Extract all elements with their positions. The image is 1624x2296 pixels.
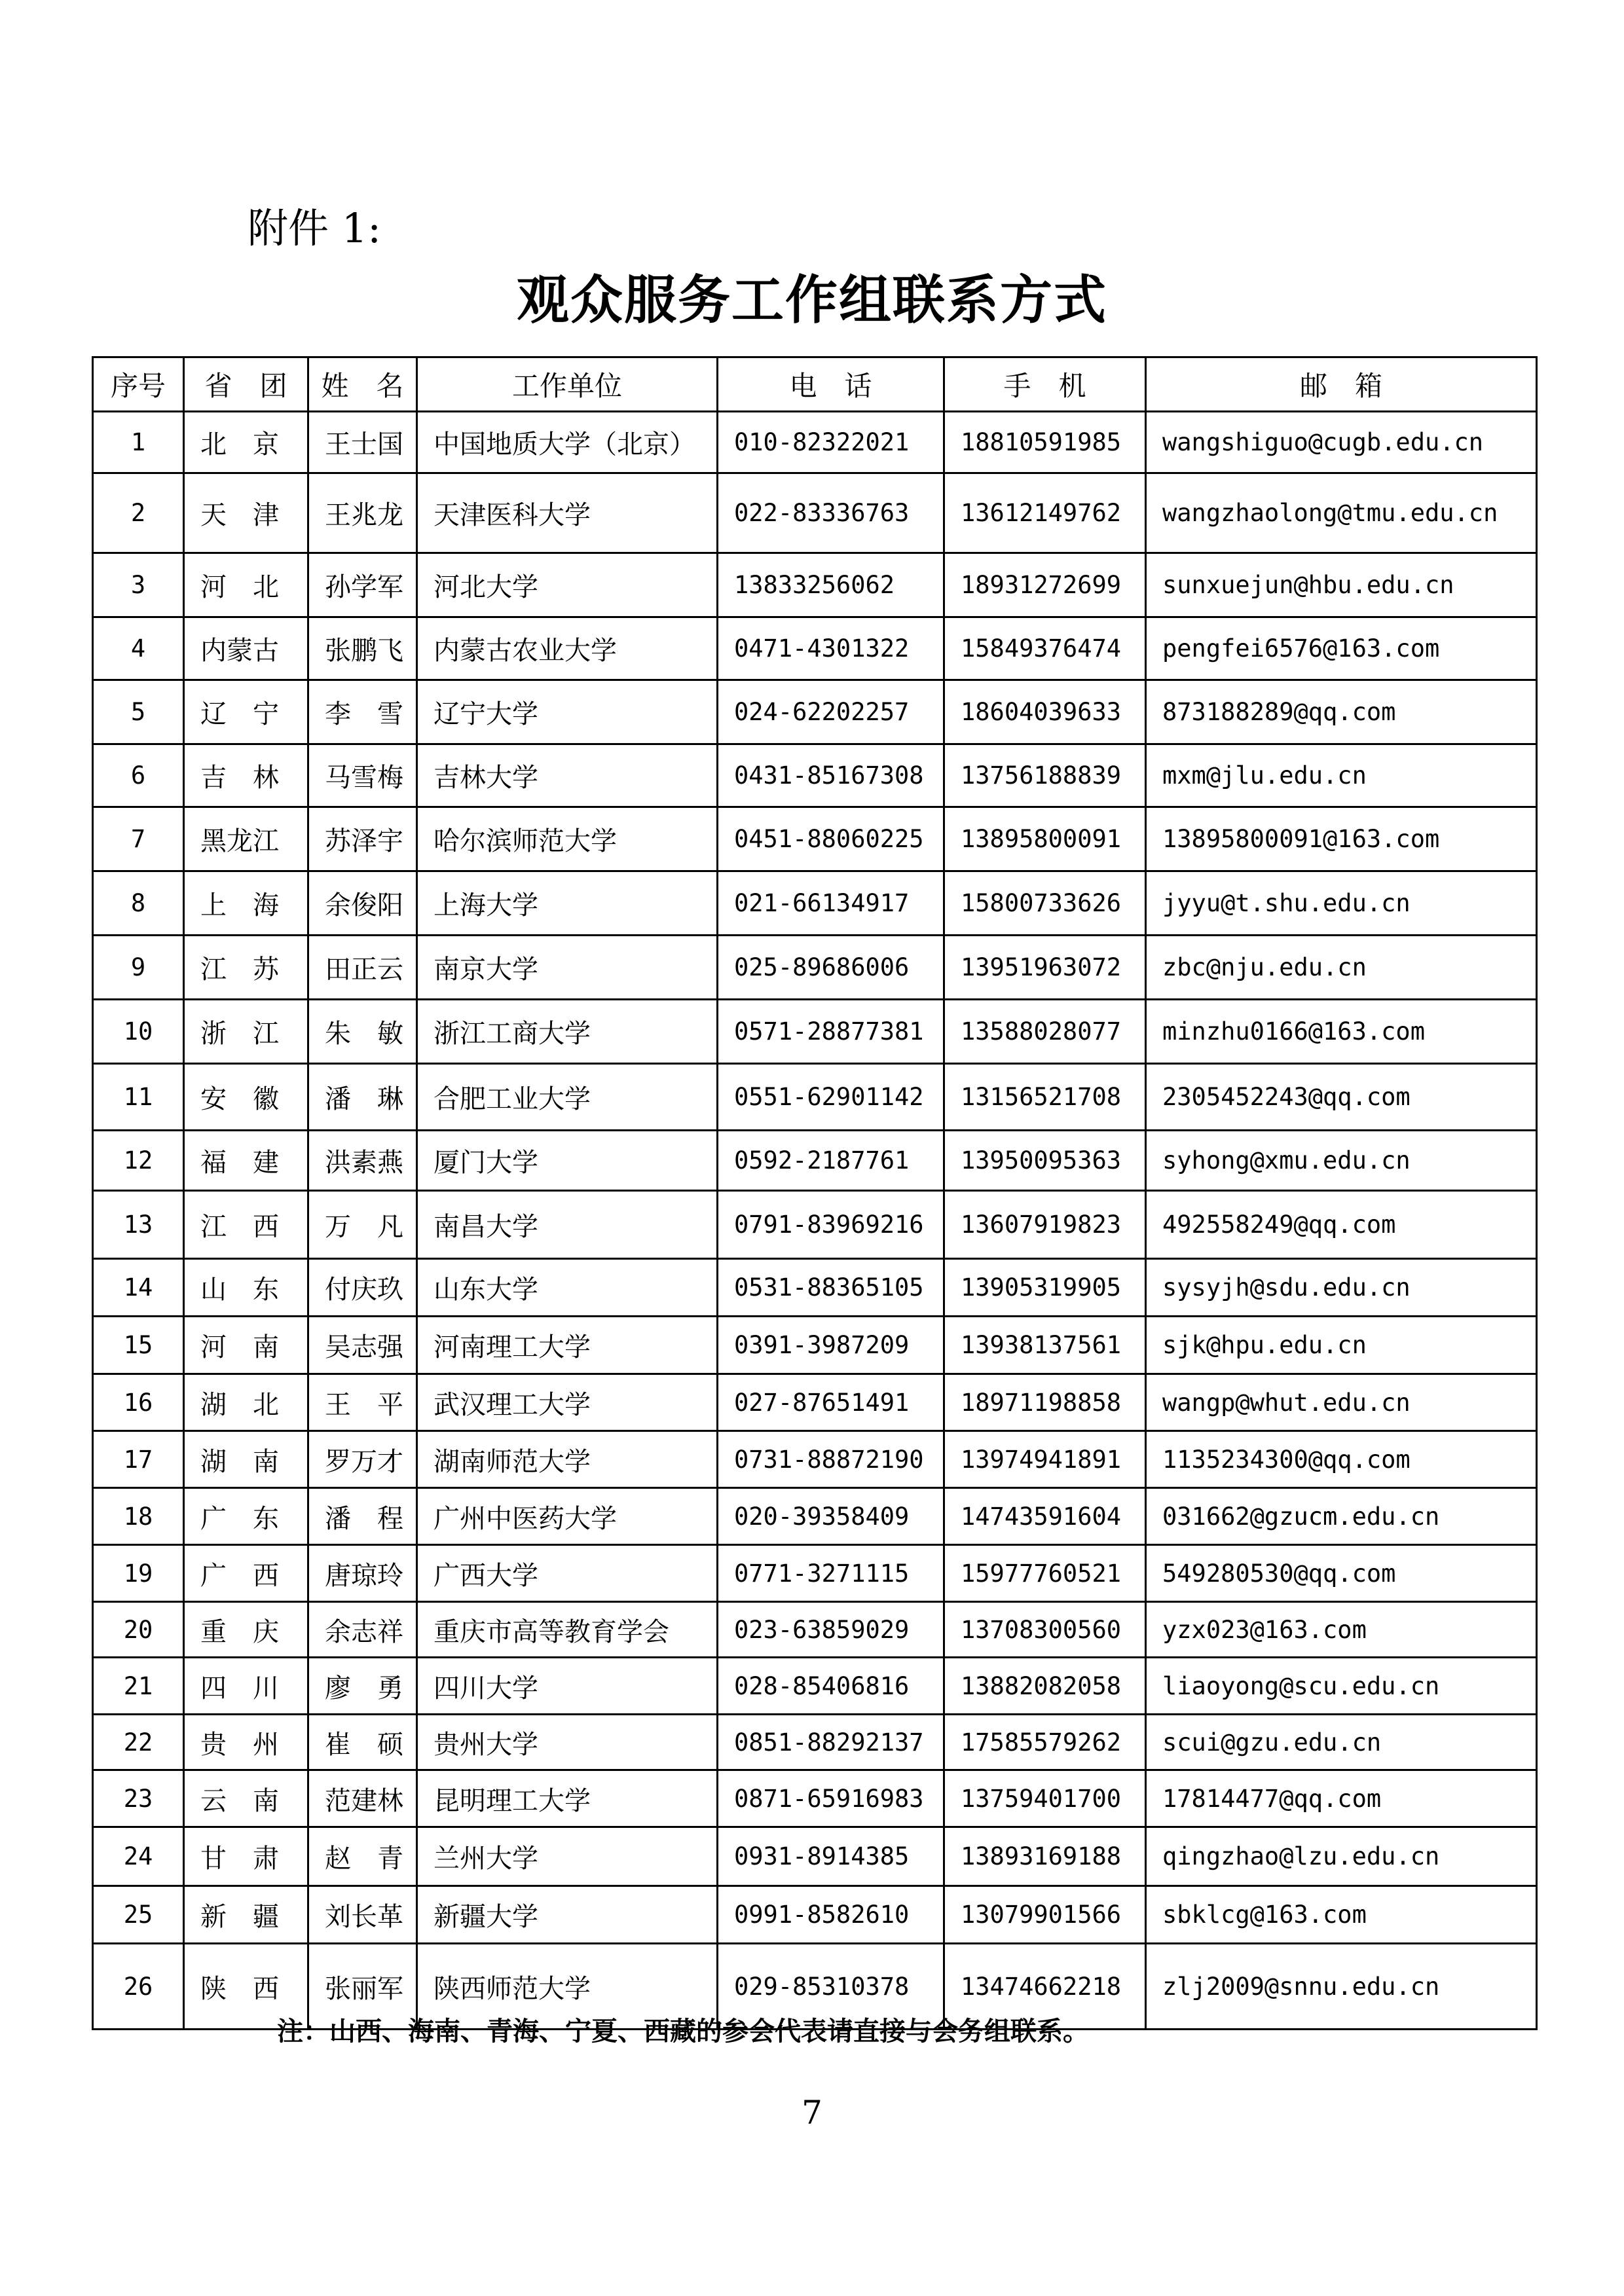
cell-name: 张丽军 (308, 1944, 417, 2030)
cell-mobile: 13759401700 (944, 1770, 1146, 1827)
table-row (93, 412, 1537, 473)
cell-phone: 0771-3271115 (718, 1545, 944, 1602)
cell-number: 15 (93, 1317, 184, 1374)
cell-name: 潘 琳 (308, 1064, 417, 1131)
cell-email: sbklcg@163.com (1146, 1886, 1537, 1944)
cell-province: 四 川 (184, 1658, 308, 1715)
cell-mobile: 18810591985 (944, 412, 1146, 473)
cell-email: sysyjh@sdu.edu.cn (1146, 1259, 1537, 1317)
table-body (93, 412, 1537, 2030)
cell-phone: 0571-28877381 (718, 1000, 944, 1064)
cell-phone: 13833256062 (718, 553, 944, 617)
cell-name: 万 凡 (308, 1191, 417, 1259)
column-header-province: 省 团 (184, 357, 308, 412)
column-header-name: 姓 名 (308, 357, 417, 412)
cell-unit: 武汉理工大学 (417, 1374, 718, 1431)
cell-unit: 新疆大学 (417, 1886, 718, 1944)
cell-number: 23 (93, 1770, 184, 1827)
table-row (93, 1191, 1537, 1259)
cell-number: 25 (93, 1886, 184, 1944)
cell-mobile: 13588028077 (944, 1000, 1146, 1064)
cell-mobile: 15977760521 (944, 1545, 1146, 1602)
cell-email: 031662@gzucm.edu.cn (1146, 1488, 1537, 1545)
cell-province: 江 苏 (184, 936, 308, 1000)
cell-unit: 厦门大学 (417, 1131, 718, 1191)
cell-number: 16 (93, 1374, 184, 1431)
cell-mobile: 17585579262 (944, 1715, 1146, 1770)
cell-province: 广 西 (184, 1545, 308, 1602)
cell-number: 4 (93, 617, 184, 680)
table-row (93, 936, 1537, 1000)
cell-name: 李 雪 (308, 680, 417, 744)
cell-province: 吉 林 (184, 744, 308, 807)
cell-mobile: 13708300560 (944, 1602, 1146, 1658)
cell-email: scui@gzu.edu.cn (1146, 1715, 1537, 1770)
cell-province: 河 南 (184, 1317, 308, 1374)
cell-mobile: 13474662218 (944, 1944, 1146, 2030)
cell-number: 17 (93, 1431, 184, 1488)
cell-unit: 内蒙古农业大学 (417, 617, 718, 680)
cell-phone: 0531-88365105 (718, 1259, 944, 1317)
table-row (93, 1886, 1537, 1944)
cell-mobile: 13756188839 (944, 744, 1146, 807)
cell-name: 刘长革 (308, 1886, 417, 1944)
cell-phone: 0451-88060225 (718, 807, 944, 871)
cell-mobile: 13950095363 (944, 1131, 1146, 1191)
cell-phone: 024-62202257 (718, 680, 944, 744)
cell-email: jyyu@t.shu.edu.cn (1146, 871, 1537, 936)
cell-unit: 合肥工业大学 (417, 1064, 718, 1131)
table-row (93, 1064, 1537, 1131)
cell-number: 20 (93, 1602, 184, 1658)
cell-number: 13 (93, 1191, 184, 1259)
cell-unit: 哈尔滨师范大学 (417, 807, 718, 871)
cell-province: 甘 肃 (184, 1827, 308, 1886)
cell-phone: 0791-83969216 (718, 1191, 944, 1259)
cell-name: 田正云 (308, 936, 417, 1000)
cell-email: minzhu0166@163.com (1146, 1000, 1537, 1064)
table-row (93, 1259, 1537, 1317)
cell-number: 5 (93, 680, 184, 744)
cell-province: 湖 南 (184, 1431, 308, 1488)
cell-email: pengfei6576@163.com (1146, 617, 1537, 680)
cell-number: 3 (93, 553, 184, 617)
cell-number: 22 (93, 1715, 184, 1770)
cell-mobile: 14743591604 (944, 1488, 1146, 1545)
cell-phone: 025-89686006 (718, 936, 944, 1000)
cell-name: 王士国 (308, 412, 417, 473)
cell-phone: 0991-8582610 (718, 1886, 944, 1944)
cell-name: 张鹏飞 (308, 617, 417, 680)
cell-email: 13895800091@163.com (1146, 807, 1537, 871)
table-row (93, 1431, 1537, 1488)
cell-name: 余俊阳 (308, 871, 417, 936)
cell-unit: 南昌大学 (417, 1191, 718, 1259)
cell-mobile: 13607919823 (944, 1191, 1146, 1259)
cell-unit: 湖南师范大学 (417, 1431, 718, 1488)
table-row (93, 807, 1537, 871)
table-row (93, 1658, 1537, 1715)
cell-unit: 中国地质大学（北京） (417, 412, 718, 473)
cell-email: 1135234300@qq.com (1146, 1431, 1537, 1488)
cell-phone: 029-85310378 (718, 1944, 944, 2030)
table-row (93, 1317, 1537, 1374)
cell-province: 湖 北 (184, 1374, 308, 1431)
cell-province: 北 京 (184, 412, 308, 473)
cell-province: 浙 江 (184, 1000, 308, 1064)
cell-name: 朱 敏 (308, 1000, 417, 1064)
cell-mobile: 13974941891 (944, 1431, 1146, 1488)
cell-name: 吴志强 (308, 1317, 417, 1374)
cell-number: 14 (93, 1259, 184, 1317)
cell-mobile: 13938137561 (944, 1317, 1146, 1374)
cell-email: 17814477@qq.com (1146, 1770, 1537, 1827)
document-title: 观众服务工作组联系方式 (517, 269, 1107, 331)
table-row (93, 1545, 1537, 1602)
table-row (93, 553, 1537, 617)
cell-phone: 0851-88292137 (718, 1715, 944, 1770)
cell-name: 罗万才 (308, 1431, 417, 1488)
cell-name: 马雪梅 (308, 744, 417, 807)
cell-number: 10 (93, 1000, 184, 1064)
table-row (93, 473, 1537, 553)
cell-number: 8 (93, 871, 184, 936)
table-row (93, 1827, 1537, 1886)
cell-mobile: 13079901566 (944, 1886, 1146, 1944)
table-row (93, 871, 1537, 936)
cell-name: 孙学军 (308, 553, 417, 617)
cell-province: 安 徽 (184, 1064, 308, 1131)
cell-number: 26 (93, 1944, 184, 2030)
cell-unit: 浙江工商大学 (417, 1000, 718, 1064)
cell-mobile: 13882082058 (944, 1658, 1146, 1715)
cell-province: 云 南 (184, 1770, 308, 1827)
cell-mobile: 13893169188 (944, 1827, 1146, 1886)
cell-mobile: 18604039633 (944, 680, 1146, 744)
cell-phone: 023-63859029 (718, 1602, 944, 1658)
cell-number: 19 (93, 1545, 184, 1602)
cell-province: 辽 宁 (184, 680, 308, 744)
cell-number: 6 (93, 744, 184, 807)
cell-email: 2305452243@qq.com (1146, 1064, 1537, 1131)
cell-mobile: 13612149762 (944, 473, 1146, 553)
cell-mobile: 15849376474 (944, 617, 1146, 680)
cell-email: 873188289@qq.com (1146, 680, 1537, 744)
cell-unit: 天津医科大学 (417, 473, 718, 553)
table-row (93, 744, 1537, 807)
cell-email: qingzhao@lzu.edu.cn (1146, 1827, 1537, 1886)
cell-number: 1 (93, 412, 184, 473)
cell-province: 天 津 (184, 473, 308, 553)
cell-phone: 0471-4301322 (718, 617, 944, 680)
cell-phone: 0592-2187761 (718, 1131, 944, 1191)
cell-phone: 022-83336763 (718, 473, 944, 553)
cell-email: wangp@whut.edu.cn (1146, 1374, 1537, 1431)
cell-phone: 0551-62901142 (718, 1064, 944, 1131)
column-header-phone: 电 话 (718, 357, 944, 412)
column-header-email: 邮 箱 (1146, 357, 1537, 412)
cell-unit: 河南理工大学 (417, 1317, 718, 1374)
cell-email: liaoyong@scu.edu.cn (1146, 1658, 1537, 1715)
cell-mobile: 18971198858 (944, 1374, 1146, 1431)
column-header-unit: 工作单位 (417, 357, 718, 412)
cell-mobile: 13905319905 (944, 1259, 1146, 1317)
cell-province: 江 西 (184, 1191, 308, 1259)
cell-unit: 陕西师范大学 (417, 1944, 718, 2030)
cell-phone: 021-66134917 (718, 871, 944, 936)
cell-province: 广 东 (184, 1488, 308, 1545)
cell-mobile: 13156521708 (944, 1064, 1146, 1131)
attachment-label: 附件 1: (248, 204, 382, 252)
cell-number: 18 (93, 1488, 184, 1545)
cell-number: 2 (93, 473, 184, 553)
cell-email: sunxuejun@hbu.edu.cn (1146, 553, 1537, 617)
cell-phone: 0731-88872190 (718, 1431, 944, 1488)
cell-phone: 027-87651491 (718, 1374, 944, 1431)
table-row (93, 1488, 1537, 1545)
cell-province: 新 疆 (184, 1886, 308, 1944)
cell-unit: 辽宁大学 (417, 680, 718, 744)
cell-number: 9 (93, 936, 184, 1000)
cell-phone: 0431-85167308 (718, 744, 944, 807)
cell-name: 崔 硕 (308, 1715, 417, 1770)
cell-province: 河 北 (184, 553, 308, 617)
cell-province: 贵 州 (184, 1715, 308, 1770)
cell-phone: 020-39358409 (718, 1488, 944, 1545)
cell-mobile: 18931272699 (944, 553, 1146, 617)
cell-phone: 028-85406816 (718, 1658, 944, 1715)
cell-unit: 广州中医药大学 (417, 1488, 718, 1545)
cell-name: 王兆龙 (308, 473, 417, 553)
cell-province: 上 海 (184, 871, 308, 936)
table-row (93, 617, 1537, 680)
cell-name: 潘 程 (308, 1488, 417, 1545)
cell-number: 21 (93, 1658, 184, 1715)
table-row (93, 1770, 1537, 1827)
cell-unit: 上海大学 (417, 871, 718, 936)
cell-email: yzx023@163.com (1146, 1602, 1537, 1658)
cell-mobile: 13951963072 (944, 936, 1146, 1000)
cell-number: 7 (93, 807, 184, 871)
cell-name: 范建林 (308, 1770, 417, 1827)
column-header-number: 序号 (93, 357, 184, 412)
cell-unit: 重庆市高等教育学会 (417, 1602, 718, 1658)
cell-unit: 昆明理工大学 (417, 1770, 718, 1827)
table-row (93, 680, 1537, 744)
cell-email: zlj2009@snnu.edu.cn (1146, 1944, 1537, 2030)
cell-email: 549280530@qq.com (1146, 1545, 1537, 1602)
cell-phone: 0391-3987209 (718, 1317, 944, 1374)
table-row (93, 1000, 1537, 1064)
cell-name: 付庆玖 (308, 1259, 417, 1317)
cell-email: mxm@jlu.edu.cn (1146, 744, 1537, 807)
cell-phone: 0931-8914385 (718, 1827, 944, 1886)
cell-email: sjk@hpu.edu.cn (1146, 1317, 1537, 1374)
cell-name: 苏泽宇 (308, 807, 417, 871)
cell-name: 王 平 (308, 1374, 417, 1431)
cell-unit: 广西大学 (417, 1545, 718, 1602)
table-row (93, 1715, 1537, 1770)
cell-unit: 四川大学 (417, 1658, 718, 1715)
cell-phone: 0871-65916983 (718, 1770, 944, 1827)
cell-province: 黑龙江 (184, 807, 308, 871)
table-row (93, 1374, 1537, 1431)
cell-unit: 河北大学 (417, 553, 718, 617)
cell-unit: 南京大学 (417, 936, 718, 1000)
cell-number: 24 (93, 1827, 184, 1886)
cell-email: syhong@xmu.edu.cn (1146, 1131, 1537, 1191)
cell-province: 重 庆 (184, 1602, 308, 1658)
header-row (93, 357, 1537, 412)
cell-unit: 吉林大学 (417, 744, 718, 807)
cell-mobile: 15800733626 (944, 871, 1146, 936)
cell-name: 洪素燕 (308, 1131, 417, 1191)
cell-email: wangzhaolong@tmu.edu.cn (1146, 473, 1537, 553)
cell-province: 内蒙古 (184, 617, 308, 680)
cell-province: 山 东 (184, 1259, 308, 1317)
cell-name: 余志祥 (308, 1602, 417, 1658)
table-row (93, 1131, 1537, 1191)
cell-name: 赵 青 (308, 1827, 417, 1886)
cell-number: 12 (93, 1131, 184, 1191)
cell-province: 福 建 (184, 1131, 308, 1191)
table-row (93, 1602, 1537, 1658)
cell-unit: 山东大学 (417, 1259, 718, 1317)
cell-number: 11 (93, 1064, 184, 1131)
cell-province: 陕 西 (184, 1944, 308, 2030)
contacts-table (92, 356, 1538, 2030)
cell-email: wangshiguo@cugb.edu.cn (1146, 412, 1537, 473)
cell-email: zbc@nju.edu.cn (1146, 936, 1537, 1000)
column-header-mobile: 手 机 (944, 357, 1146, 412)
cell-phone: 010-82322021 (718, 412, 944, 473)
cell-unit: 贵州大学 (417, 1715, 718, 1770)
footnote: 注：山西、海南、青海、宁夏、西藏的参会代表请直接与会务组联系。 (277, 2016, 1089, 2047)
cell-mobile: 13895800091 (944, 807, 1146, 871)
cell-name: 廖 勇 (308, 1658, 417, 1715)
cell-unit: 兰州大学 (417, 1827, 718, 1886)
cell-name: 唐琼玲 (308, 1545, 417, 1602)
page-number: 7 (802, 2094, 822, 2132)
cell-email: 492558249@qq.com (1146, 1191, 1537, 1259)
